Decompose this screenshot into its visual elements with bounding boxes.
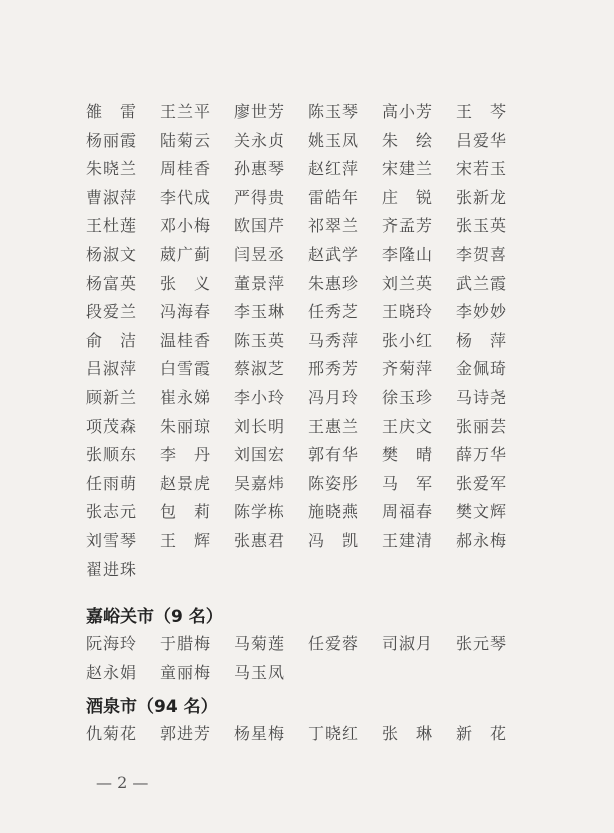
person-name: 朱惠珍 bbox=[308, 273, 360, 293]
person-name: 郝永梅 bbox=[456, 530, 508, 550]
person-name: 陈玉琴 bbox=[308, 102, 360, 121]
person-name: 俞 洁 bbox=[86, 330, 138, 350]
person-name: 包 莉 bbox=[160, 502, 212, 522]
section-title-jiuquan: 酒泉市（94 名） bbox=[86, 697, 218, 717]
person-name: 雒 雷 bbox=[86, 102, 138, 121]
person-name: 曹淑萍 bbox=[86, 187, 138, 207]
person-name: 张元琴 bbox=[456, 634, 508, 653]
person-name: 张 琳 bbox=[382, 724, 434, 743]
person-name: 段爱兰 bbox=[86, 302, 138, 322]
person-name: 冯月玲 bbox=[308, 387, 360, 407]
person-name: 马秀萍 bbox=[308, 330, 360, 350]
person-name: 徐玉珍 bbox=[382, 387, 434, 407]
person-name: 董景萍 bbox=[234, 273, 286, 293]
person-name: 张爱军 bbox=[456, 473, 508, 493]
page-number: — 2 — bbox=[96, 773, 149, 792]
person-name: 吕淑萍 bbox=[86, 359, 138, 379]
person-name: 葳广蓟 bbox=[160, 244, 212, 264]
section-title-jiayuguan: 嘉峪关市（9 名） bbox=[86, 607, 223, 627]
person-name: 崔永娣 bbox=[160, 387, 212, 407]
person-name: 朱晓兰 bbox=[86, 159, 138, 179]
person-name: 李玉琳 bbox=[234, 302, 286, 322]
person-name: 张玉英 bbox=[456, 216, 508, 236]
person-name: 武兰霞 bbox=[456, 273, 508, 293]
person-name: 王杜莲 bbox=[86, 216, 138, 236]
person-name: 李代成 bbox=[160, 187, 212, 207]
person-name: 陈姿彤 bbox=[308, 473, 360, 493]
person-name: 陈学栋 bbox=[234, 502, 286, 522]
name-list-main bbox=[86, 100, 530, 586]
person-name: 冯海春 bbox=[160, 302, 212, 322]
person-name: 关永贞 bbox=[234, 130, 286, 150]
person-name: 冯 凯 bbox=[308, 530, 360, 550]
person-name: 郭进芳 bbox=[160, 724, 212, 743]
person-name: 李小玲 bbox=[234, 387, 286, 407]
person-name: 温桂香 bbox=[160, 330, 212, 350]
person-name: 于腊梅 bbox=[160, 634, 212, 653]
person-name: 白雪霞 bbox=[160, 359, 212, 379]
person-name: 陈玉英 bbox=[234, 330, 286, 350]
person-name: 杨 萍 bbox=[456, 330, 508, 350]
person-name: 任秀芝 bbox=[308, 302, 360, 322]
person-name: 宋建兰 bbox=[382, 159, 434, 179]
person-name: 金佩琦 bbox=[456, 359, 508, 379]
person-name: 张小红 bbox=[382, 330, 434, 350]
person-name: 司淑月 bbox=[382, 634, 434, 653]
person-name: 王庆文 bbox=[382, 416, 434, 436]
person-name: 张丽芸 bbox=[456, 416, 508, 436]
person-name: 欧国芹 bbox=[234, 216, 286, 236]
person-name: 李隆山 bbox=[382, 244, 434, 264]
person-name: 刘国宏 bbox=[234, 445, 286, 465]
person-name: 张志元 bbox=[86, 502, 138, 522]
person-name: 张顺东 bbox=[86, 445, 138, 465]
person-name: 邢秀芳 bbox=[308, 359, 360, 379]
person-name: 廖世芳 bbox=[234, 102, 286, 121]
person-name: 王晓玲 bbox=[382, 302, 434, 322]
person-name: 施晓燕 bbox=[308, 502, 360, 522]
person-name: 张 义 bbox=[160, 273, 212, 293]
person-name: 仇菊花 bbox=[86, 724, 138, 743]
person-name: 杨淑文 bbox=[86, 244, 138, 264]
person-name: 张惠君 bbox=[234, 530, 286, 550]
person-name: 樊文辉 bbox=[456, 502, 508, 522]
person-name: 樊 晴 bbox=[382, 445, 434, 465]
person-name: 刘兰英 bbox=[382, 273, 434, 293]
person-name: 王 芩 bbox=[456, 102, 508, 121]
person-name: 高小芳 bbox=[382, 102, 434, 121]
person-name: 闫昱丞 bbox=[234, 244, 286, 264]
person-name: 阮海玲 bbox=[86, 634, 138, 653]
person-name: 杨富英 bbox=[86, 273, 138, 293]
person-name: 陆菊云 bbox=[160, 130, 212, 150]
person-name: 马菊莲 bbox=[234, 634, 286, 653]
person-name: 郭有华 bbox=[308, 445, 360, 465]
person-name: 新 花 bbox=[456, 724, 508, 743]
person-name: 马 军 bbox=[382, 473, 434, 493]
person-name: 赵永娟 bbox=[86, 662, 138, 682]
person-name: 李 丹 bbox=[160, 445, 212, 465]
person-name: 顾新兰 bbox=[86, 387, 138, 407]
person-name: 孙惠琴 bbox=[234, 159, 286, 179]
person-name: 马诗尧 bbox=[456, 387, 508, 407]
person-name: 蔡淑芝 bbox=[234, 359, 286, 379]
person-name: 赵武学 bbox=[308, 244, 360, 264]
person-name: 周桂香 bbox=[160, 159, 212, 179]
person-name: 吴嘉炜 bbox=[234, 473, 286, 493]
person-name: 马玉凤 bbox=[234, 662, 286, 682]
person-name: 童丽梅 bbox=[160, 662, 212, 682]
person-name: 任爱蓉 bbox=[308, 634, 360, 653]
person-name: 吕爱华 bbox=[456, 130, 508, 150]
person-name: 李贺喜 bbox=[456, 244, 508, 264]
person-name: 任雨萌 bbox=[86, 473, 138, 493]
person-name: 王 辉 bbox=[160, 530, 212, 550]
person-name: 王惠兰 bbox=[308, 416, 360, 436]
person-name: 翟进珠 bbox=[86, 559, 138, 579]
person-name: 齐孟芳 bbox=[382, 216, 434, 236]
person-name: 杨星梅 bbox=[234, 724, 286, 743]
person-name: 雷皓年 bbox=[308, 187, 360, 207]
person-name: 王建清 bbox=[382, 530, 434, 550]
person-name: 庄 锐 bbox=[382, 187, 434, 207]
person-name: 赵景虎 bbox=[160, 473, 212, 493]
person-name: 朱 绘 bbox=[382, 130, 434, 150]
person-name: 刘长明 bbox=[234, 416, 286, 436]
person-name: 张新龙 bbox=[456, 187, 508, 207]
person-name: 薛万华 bbox=[456, 445, 508, 465]
person-name: 项茂森 bbox=[86, 416, 138, 436]
name-list-jiuquan bbox=[86, 722, 530, 751]
person-name: 刘雪琴 bbox=[86, 530, 138, 550]
person-name: 王兰平 bbox=[160, 102, 212, 121]
name-list-jiayuguan bbox=[86, 632, 530, 689]
person-name: 严得贵 bbox=[234, 187, 286, 207]
person-name: 赵红萍 bbox=[308, 159, 360, 179]
person-name: 宋若玉 bbox=[456, 159, 508, 179]
person-name: 李妙妙 bbox=[456, 302, 508, 322]
person-name: 齐菊萍 bbox=[382, 359, 434, 379]
person-name: 杨丽霞 bbox=[86, 130, 138, 150]
person-name: 丁晓红 bbox=[308, 724, 360, 743]
person-name: 朱丽琼 bbox=[160, 416, 212, 436]
person-name: 祁翠兰 bbox=[308, 216, 360, 236]
person-name: 周福春 bbox=[382, 502, 434, 522]
person-name: 邓小梅 bbox=[160, 216, 212, 236]
person-name: 姚玉凤 bbox=[308, 130, 360, 150]
